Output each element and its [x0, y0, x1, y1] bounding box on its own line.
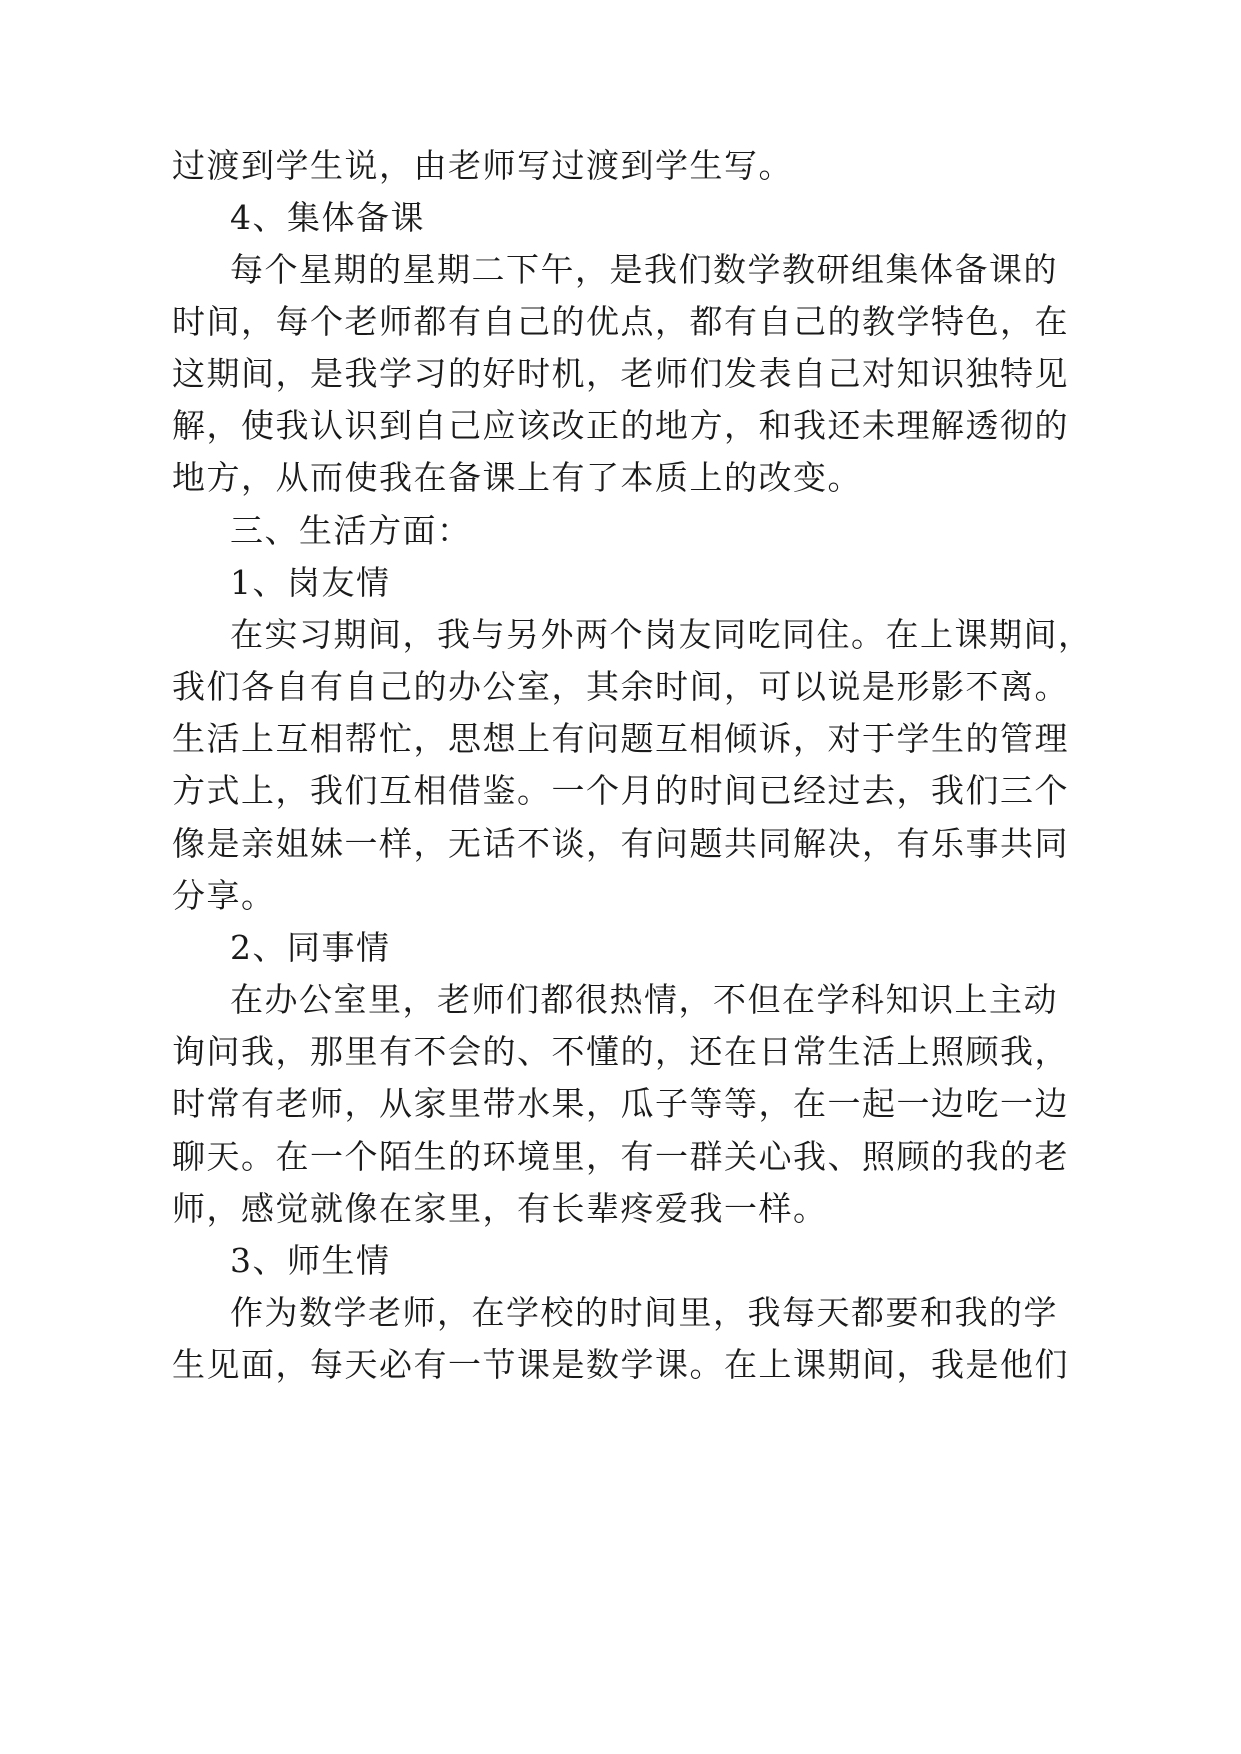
section-heading: 2、同事情 — [230, 928, 391, 967]
text-line: 分享。 — [172, 876, 276, 915]
text-line: 这期间，是我学习的好时机，老师们发表自己对知识独特见 — [172, 354, 1069, 393]
section-heading: 1、岗友情 — [230, 563, 391, 602]
text-line: 在办公室里，老师们都很热情，不但在学科知识上主动 — [230, 980, 1058, 1019]
section-heading: 三、生活方面： — [230, 511, 472, 550]
text-line: 每个星期的星期二下午，是我们数学教研组集体备课的 — [230, 250, 1058, 289]
text-line: 解，使我认识到自己应该改正的地方，和我还未理解透彻的 — [172, 406, 1069, 445]
text-line: 在实习期间，我与另外两个岗友同吃同住。在上课期间， — [230, 615, 1093, 654]
section-heading: 3、师生情 — [230, 1241, 391, 1280]
text-line: 时常有老师，从家里带水果，瓜子等等，在一起一边吃一边 — [172, 1084, 1069, 1123]
section-heading: 4、集体备课 — [230, 198, 425, 237]
text-line: 时间，每个老师都有自己的优点，都有自己的教学特色，在 — [172, 302, 1069, 341]
text-line: 我们各自有自己的办公室，其余时间，可以说是形影不离。 — [172, 667, 1069, 706]
text-line: 像是亲姐妹一样，无话不谈，有问题共同解决，有乐事共同 — [172, 824, 1069, 863]
text-line: 方式上，我们互相借鉴。一个月的时间已经过去，我们三个 — [172, 771, 1069, 810]
text-line: 聊天。在一个陌生的环境里，有一群关心我、照顾的我的老 — [172, 1137, 1069, 1176]
text-line: 师，感觉就像在家里，有长辈疼爱我一样。 — [172, 1189, 828, 1228]
text-line: 过渡到学生说，由老师写过渡到学生写。 — [172, 146, 793, 185]
text-line: 作为数学老师，在学校的时间里，我每天都要和我的学 — [230, 1293, 1058, 1332]
text-line: 生见面，每天必有一节课是数学课。在上课期间，我是他们 — [172, 1345, 1069, 1384]
text-line: 地方，从而使我在备课上有了本质上的改变。 — [172, 458, 862, 497]
text-line: 询问我，那里有不会的、不懂的，还在日常生活上照顾我， — [172, 1032, 1069, 1071]
text-line: 生活上互相帮忙，思想上有问题互相倾诉，对于学生的管理 — [172, 719, 1069, 758]
